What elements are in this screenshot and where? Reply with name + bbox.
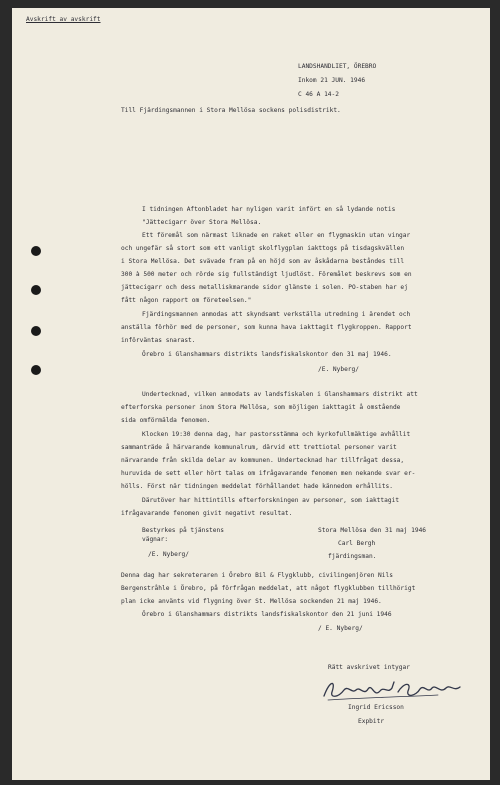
witness-right-name: Carl Bergh	[338, 540, 376, 547]
report-line: Ett föremål som närmast liknade en raket eller en flygmaskin utan vingar	[142, 232, 411, 239]
aero-club-line: Denna dag har sekreteraren i Örebro Bil & Flygklubb, civilingenjören Nils	[121, 572, 393, 579]
punch-hole	[31, 365, 41, 375]
response-line: ifrågavarande fenomen givit negativt resultat.	[121, 510, 293, 517]
received-stamp: Inkom 21 JUN. 1946	[298, 77, 366, 84]
report-line: jättecigarr och dess metalliskmarande sidor glänste i solen. PO-staben har ej	[121, 284, 408, 291]
report-line: 300 à 500 meter och rörde sig fullständigt ljudlöst. Föremålet beskrevs som en	[121, 271, 412, 278]
response-line: sida omförmälda fenomen.	[121, 417, 211, 424]
report-line: införväntas snarast.	[121, 337, 196, 344]
reference-number: C 46 A 14-2	[298, 91, 339, 98]
report-line: och ungefär så stort som ett vanligt skolflygplan iakttogs på tisdagskvällen	[121, 245, 405, 252]
report-line: "Jättecigarr över Stora Mellösa.	[142, 219, 262, 226]
aero-club-line: Örebro i Glanshammars distrikts landsfiskalskontor den 21 juni 1946	[142, 611, 392, 618]
copy-note: Avskrift av avskrift	[26, 16, 101, 23]
report-line: Örebro i Glanshammars distrikts landsfiskalskontor den 31 maj 1946.	[142, 351, 392, 358]
witness-right-line: Stora Mellösa den 31 maj 1946	[318, 527, 427, 534]
witness-right-title: fjärdingsman.	[328, 553, 377, 560]
response-line: Undertecknad, vilken anmodats av landsfiskalen i Glanshammars distrikt att	[142, 391, 418, 398]
response-line: närvarande från skilda delar av kommunen. Undertecknad har tillfrågat dessa,	[121, 457, 405, 464]
report-line: anställa förhör med de personer, som kunna hava iakttagit flygkroppen. Rapport	[121, 324, 412, 331]
certification-line: Rätt avskrivet intygar	[328, 664, 410, 671]
certifier-name: Ingrid Ericsson	[348, 704, 404, 711]
aero-club-signature: / E. Nyberg/	[318, 625, 363, 632]
response-line: hölls. Först när tidningen meddelat förhållandet hade kännedom erhållits.	[121, 483, 393, 490]
witness-left-signature: /E. Nyberg/	[148, 551, 189, 558]
handwritten-signature	[318, 676, 468, 704]
response-line: Klocken 19:30 denna dag, har pastorsstämma och kyrkofullmäktige avhållit	[142, 431, 411, 438]
punch-hole	[31, 326, 41, 336]
witness-left-line: Bestyrkes på tjänstens	[142, 527, 224, 534]
report-line: I tidningen Aftonbladet har nyligen varit infört en så lydande notis	[142, 206, 396, 213]
witness-left-line: vägnar:	[142, 536, 169, 543]
report-signature: /E. Nyberg/	[318, 366, 359, 373]
report-line: i Stora Mellösa. Det svävade fram på en höjd som av åskådarna beståndes till	[121, 258, 405, 265]
punch-hole	[31, 246, 41, 256]
response-line: efterforska personer inom Stora Mellösa, som möjligen iakttagit å omstående	[121, 404, 401, 411]
report-line: Fjärdingsmannen anmodas att skyndsamt verkställa utredning i ärendet och	[142, 311, 411, 318]
aero-club-line: Bergenstråhle i Örebro, på förfrågan meddelat, att något flygklubben tillhörigt	[121, 585, 416, 592]
response-line: sammanträde å härvarande kommunalrum, därvid ett trettiotal personer varit	[121, 444, 397, 451]
authority-name: LANDSHANDLIET, ÖREBRO	[298, 63, 377, 70]
punch-hole	[31, 285, 41, 295]
aero-club-line: plan icke använts vid flygning över St. Mellösa sockenden 21 maj 1946.	[121, 598, 382, 605]
report-line: fått någon rapport om företeelsen."	[121, 297, 252, 304]
document-page	[12, 8, 490, 780]
response-line: huruvida de sett eller hört talas om ifrågavarande fenomen men nekande svar er-	[121, 470, 416, 477]
addressee: Till Fjärdingsmannen i Stora Mellösa sockens polisdistrikt.	[121, 107, 341, 114]
certifier-title: Expbitr	[358, 718, 385, 725]
response-line: Därutöver har hittintills efterforskningen av personer, som iakttagit	[142, 497, 400, 504]
